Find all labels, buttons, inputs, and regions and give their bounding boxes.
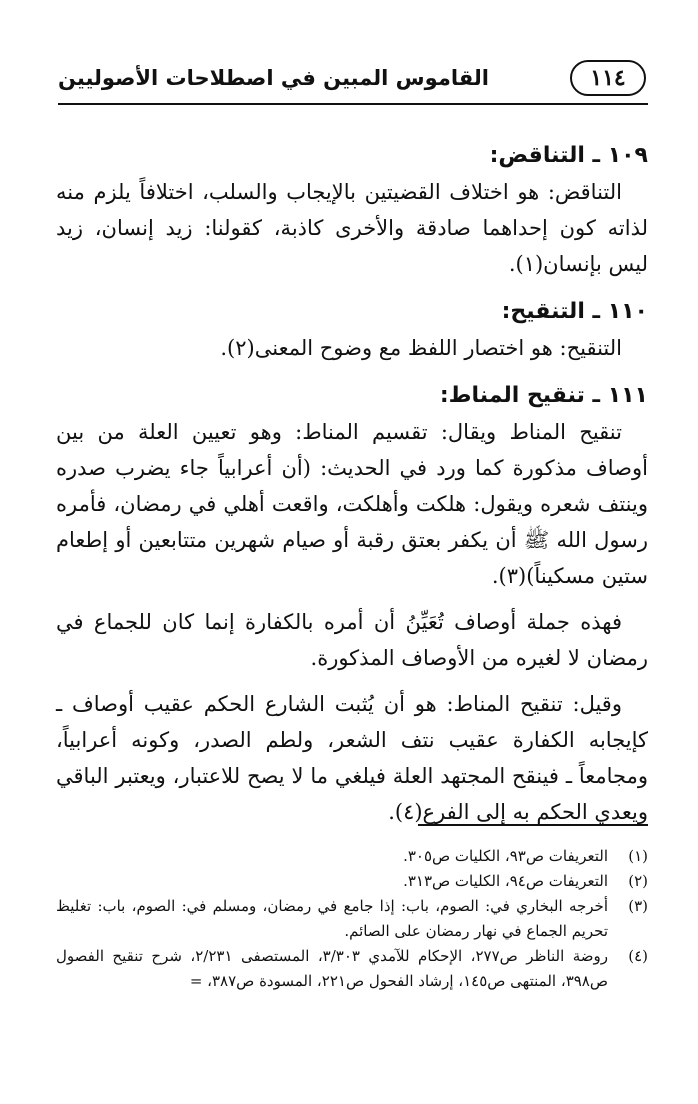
footnote bbox=[56, 944, 648, 994]
footnote bbox=[56, 894, 648, 944]
header-rule bbox=[58, 103, 648, 105]
footnote-number: (١) bbox=[628, 847, 648, 865]
footnote bbox=[56, 844, 648, 869]
main-text bbox=[56, 138, 648, 830]
entry-heading: ١١٠ ـ التنقيح: bbox=[501, 299, 648, 324]
entry-paragraph: التنقيح: هو اختصار اللفظ مع وضوح المعنى(٢). bbox=[220, 336, 622, 360]
entry-paragraph: تنقيح المناط ويقال: تقسيم المناط: وهو تعيين العلة من بين أوصاف مذكورة كما ورد في الحديث: (أن أعرابياً جاء يضرب صدره وينتف شعره ويقول: هلكت وأهلكت، واقعت أهلي في رمضان، فأمره رسول الله ﷺ أن يكفر بعتق رقبة أو صيام شهرين متتابعين أو إطعام ستين مسكيناً)(٣). bbox=[56, 420, 648, 588]
entry-heading: ١٠٩ ـ التناقض: bbox=[489, 143, 648, 168]
footnote-text: روضة الناظر ص٢٧٧، الإحكام للآمدي ٣/٣٠٣، المستصفى ٢/٢٣١، شرح تنقيح الفصول ص٣٩٨، المنتهى ص١٤٥، إرشاد الفحول ص٢٢١، المسودة ص٣٨٧، = bbox=[56, 947, 608, 990]
entry-paragraph: التناقض: هو اختلاف القضيتين بالإيجاب والسلب، اختلافاً يلزم منه لذاته كون إحداهما صادقة والأخرى كاذبة، كقولنا: زيد إنسان، زيد ليس بإنسان(١). bbox=[56, 180, 648, 276]
footnote bbox=[56, 869, 648, 894]
footnote-text: التعريفات ص٩٣، الكليات ص٣٠٥. bbox=[403, 847, 608, 865]
entry-paragraph: وقيل: تنقيح المناط: هو أن يُثبت الشارع الحكم عقيب أوصاف ـ كإيجابه الكفارة عقيب نتف الشعر، ولطم الصدر، وكونه أعرابياً، ومجامعاً ـ فينقح المجتهد العلة فيلغي ما لا يصح للاعتبار، ويعتبر الباقي ويعدي الحكم به إلى الفرع(٤). bbox=[56, 692, 648, 824]
footnote-text: أخرجه البخاري في: الصوم، باب: إذا جامع في رمضان، ومسلم في: الصوم، باب: تغليظ تحريم الجماع في نهار رمضان على الصائم. bbox=[56, 897, 608, 940]
footnote-text: التعريفات ص٩٤، الكليات ص٣١٣. bbox=[403, 872, 608, 890]
footnote-number: (٣) bbox=[628, 897, 648, 915]
footnotes bbox=[56, 844, 648, 994]
footnote-number: (٤) bbox=[628, 947, 648, 965]
footnote-separator bbox=[418, 824, 648, 826]
page-number-badge: ١١٤ bbox=[570, 60, 646, 96]
book-title: القاموس المبين في اصطلاحات الأصوليين bbox=[58, 66, 489, 90]
footnote-number: (٢) bbox=[628, 872, 648, 890]
entry-heading: ١١١ ـ تنقيح المناط: bbox=[439, 383, 648, 408]
running-header bbox=[58, 58, 648, 106]
entry-paragraph: فهذه جملة أوصاف تُعَيِّنُ أن أمره بالكفارة إنما كان للجماع في رمضان لا لغيره من الأوصاف المذكورة. bbox=[56, 610, 648, 670]
